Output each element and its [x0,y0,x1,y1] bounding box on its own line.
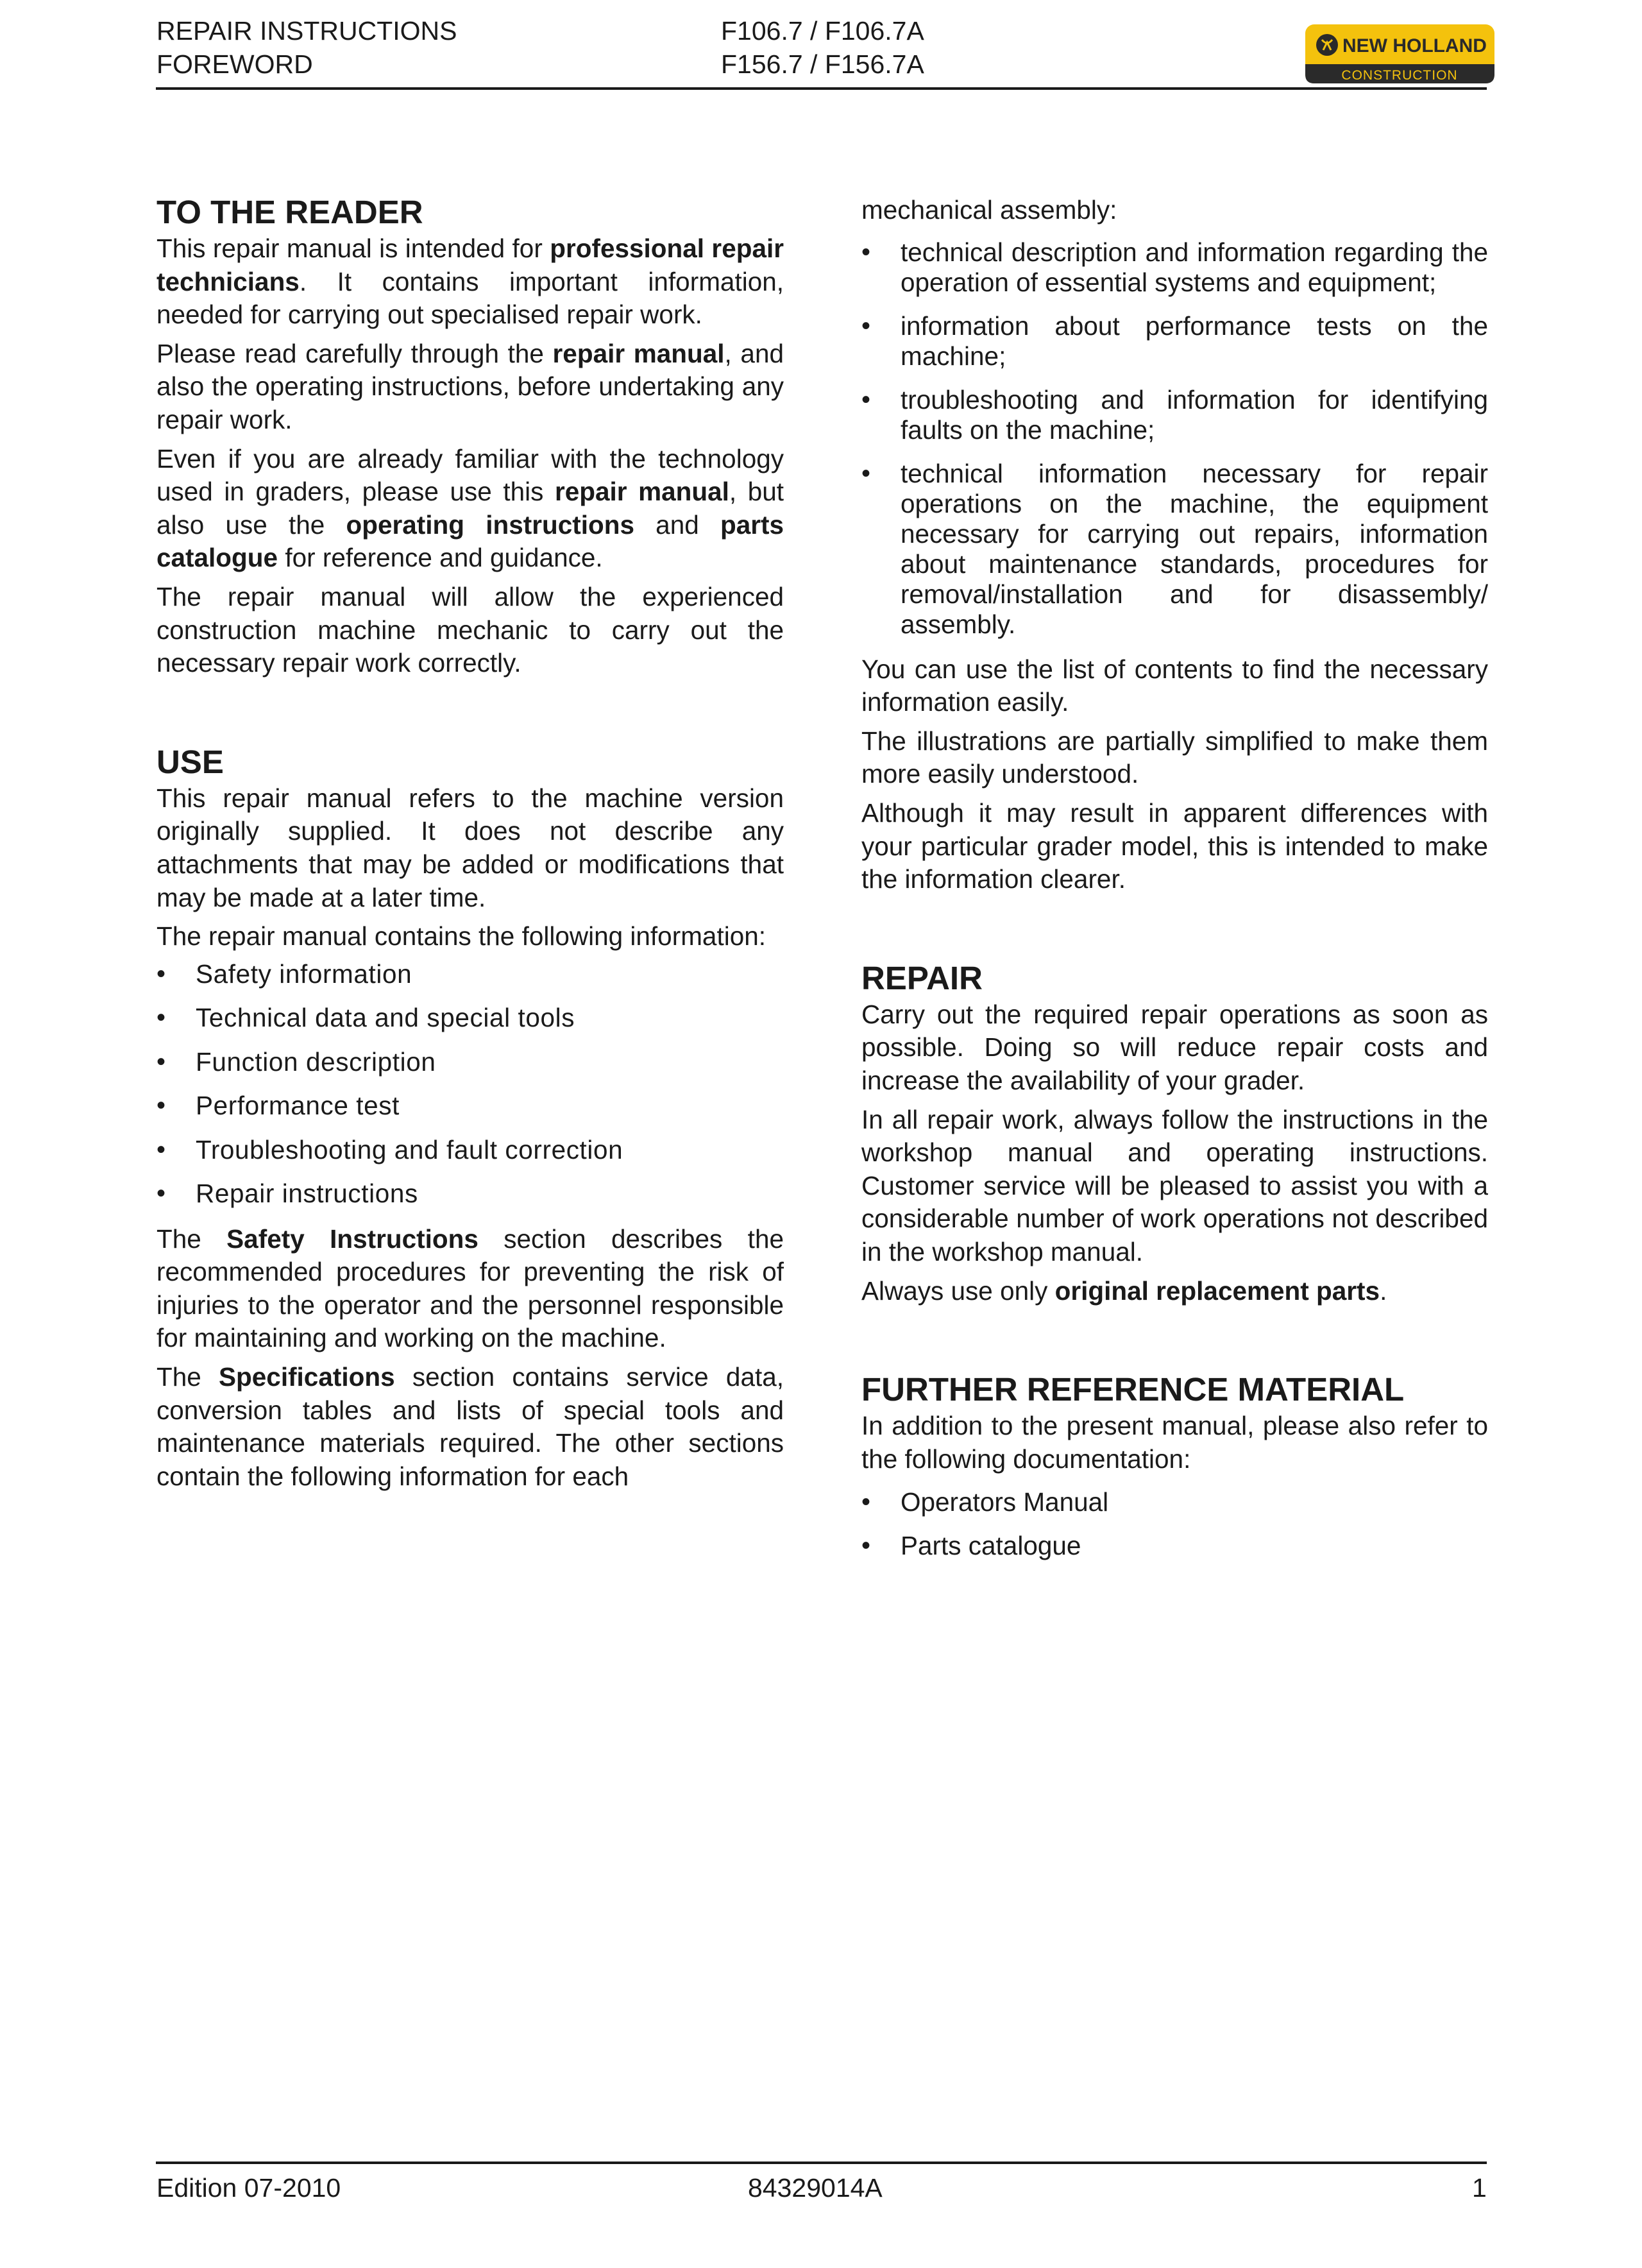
header-rule [156,87,1487,90]
list-item: • Performance test [157,1091,400,1121]
heading-to-the-reader: TO THE READER [157,194,423,230]
reference-list [861,1487,1488,1561]
header-model-line2: F156.7 / F156.7A [721,49,924,79]
heading-further-reference: FURTHER REFERENCE MATERIAL [861,1371,1405,1408]
repair-paragraph-2: In all repair work, always follow the instructions in the workshop manual and operating instructions. Customer service will be pleased to assist you with a considerable number of work operations not described in the workshop manual. [861,1104,1488,1266]
list-item: • information about performance tests on the machine; [861,311,1488,371]
header-model-line1: F106.7 / F106.7A [721,16,924,46]
repair-paragraph-1: Carry out the required repair operations as soon as possible. Doing so will reduce repair costs and increase the availability of your grader. [861,999,1488,1095]
header-section-title: REPAIR INSTRUCTIONS [157,16,457,46]
use-paragraph-4: The Specifications section contains service data, conversion tables and lists of special tools and maintenance materials required. The other sections contain the following information for each [157,1362,784,1491]
left-column [157,192,784,1499]
list-item: • Safety information [157,959,412,989]
reader-paragraph-1: This repair manual is intended for professional repair technicians. It contains important information, needed for carrying out specialised repair work. [157,234,784,330]
use-paragraph-6: You can use the list of contents to find the necessary information easily. [861,654,1488,717]
logo-sub-text: CONSTRUCTION [1341,68,1458,83]
right-column [861,194,1488,1574]
use-paragraph-2: The repair manual contains the following information: [157,921,766,951]
contents-list [157,959,784,1209]
list-item: • Function description [157,1046,436,1077]
use-paragraph-8: Although it may result in apparent differences with your particular grader model, this is intended to make the information clearer. [861,797,1488,894]
footer-doc-number: 84329014A [748,2173,883,2203]
list-item: • Technical data and special tools [157,1003,575,1033]
use-paragraph-1: This repair manual refers to the machine version originally supplied. It does not describe any attachments that may be added or modifications that may be made at a later time. [157,783,784,912]
reader-paragraph-3: Even if you are already familiar with the technology used in graders, please use this repair manual, but also use the operating instructions and parts catalogue for reference and guidance. [157,443,784,573]
assembly-info-list [861,237,1488,640]
list-item: • Operators Manual [861,1487,1109,1517]
use-paragraph-5: mechanical assembly: [861,195,1117,225]
list-item: • Parts catalogue [861,1531,1081,1561]
use-paragraph-3: The Safety Instructions section describes the recommended procedures for preventing the risk of injuries to the operator and the personnel responsible for maintaining and working on the machine. [157,1224,784,1353]
footer-edition: Edition 07-2010 [157,2173,341,2203]
reader-paragraph-4: The repair manual will allow the experienced construction machine mechanic to carry out the necessary repair work correctly. [157,581,784,678]
list-item: • Troubleshooting and fault correction [157,1134,623,1164]
new-holland-logo [1305,24,1494,83]
footer-rule [156,2161,1487,2164]
footer-page-number: 1 [1472,2173,1487,2203]
header-chapter-title: FOREWORD [157,49,313,79]
list-item: • technical information necessary for repair operations on the machine, the equipment necessary for carrying out repairs, information about maintenance standards, procedures for removal/installation and for disassembly/ assembly. [861,458,1488,639]
logo-brand-text: NEW HOLLAND [1342,35,1487,56]
further-paragraph-1: In addition to the present manual, please also refer to the following documentation: [861,1411,1488,1474]
repair-paragraph-3: Always use only original replacement parts. [861,1275,1387,1306]
list-item: • Repair instructions [157,1179,418,1209]
heading-use: USE [157,743,224,780]
reader-paragraph-2: Please read carefully through the repair manual, and also the operating instructions, before undertaking any repair work. [157,338,784,434]
heading-repair: REPAIR [861,959,983,996]
list-item: • technical description and information regarding the operation of essential systems and equipment; [861,237,1488,297]
list-item: • troubleshooting and information for identifying faults on the machine; [861,384,1488,445]
use-paragraph-7: The illustrations are partially simplified to make them more easily understood. [861,726,1488,789]
